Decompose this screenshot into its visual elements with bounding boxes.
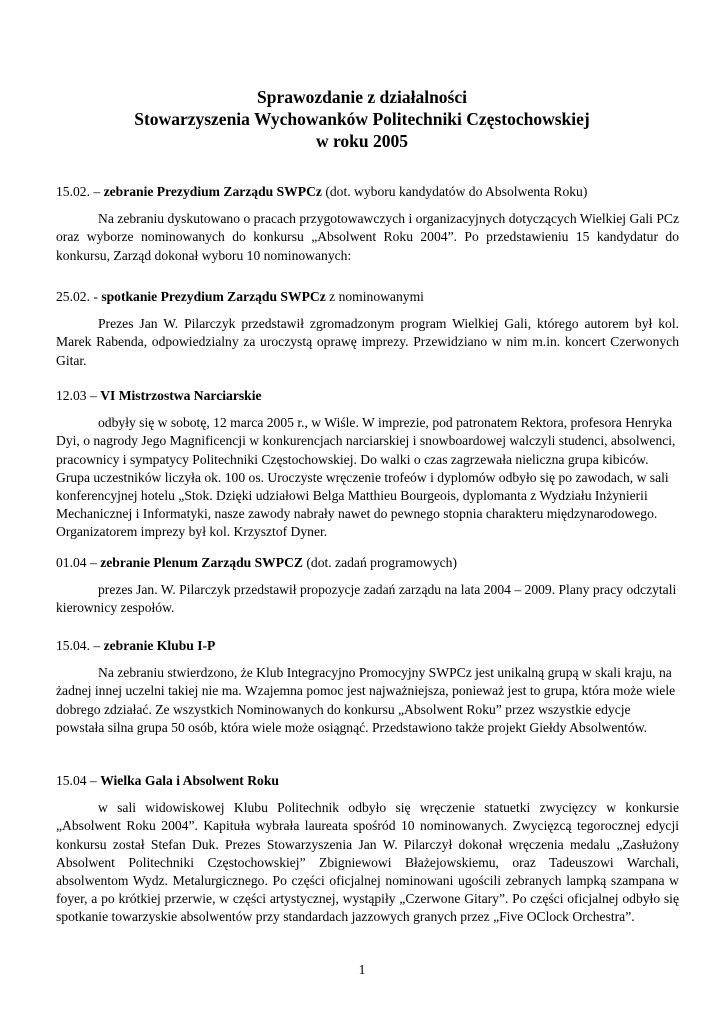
section-heading xyxy=(56,772,679,790)
section-3 xyxy=(56,387,679,542)
section-body: Na zebraniu stwierdzono, że Klub Integracyjno Promocyjny SWPCz jest unikalną grupą w skali kraju, na żadnej innej uczelni takiej nie ma. Wzajemna pomoc jest najważniejsza, ponieważ jest to grupa, która może wiele dobrego zdziałać. Ze wszystkich Nominowanych do konkursu „Absolwent Roku” przez wszystkie edycje powstała silna grupa 50 osób, która wiele może osiągnąć. Przedstawiono także projekt Giełdy Absolwentów. xyxy=(56,665,676,735)
section-2 xyxy=(56,288,679,370)
section-6 xyxy=(56,772,679,927)
section-date: 15.04 – xyxy=(56,773,101,788)
section-note: (dot. wyboru kandydatów do Absolwenta Roku) xyxy=(321,184,588,199)
section-body: odbyły się w sobotę, 12 marca 2005 r., w Wiśle. W imprezie, pod patronatem Rektora, profesora Henryka Dyi, o nagrody Jego Magnificencji w konkurencjach narciarskiej i snowboardowej walczyli studenci, absolwenci, pracownicy i sympatycy Politechniki Częstochowskiej. Do walki o czas zagrzewała nieliczna grupa kibiców. Grupa uczestników liczyła ok. 100 os. Uroczyste wręczenie trofeów i dyplomów odbyło się po zawodach, w sali konferencyjnej hotelu „Stok. Dzięki udziałowi Belga Matthieu Bourgeois, dyplomanta z Wydziału Inżynierii Mechanicznej i Informatyki, nasze zawody nabrały nawet do pewnego stopnia charakteru międzynarodowego. Organizatorem imprezy był kol. Krzysztof Dyner. xyxy=(56,415,676,540)
section-heading xyxy=(56,288,679,306)
section-date: 15.02. – xyxy=(56,184,104,199)
section-heading xyxy=(56,554,679,572)
section-heading xyxy=(56,637,679,655)
section-title: Wielka Gala i Absolwent Roku xyxy=(100,773,279,788)
section-date: 25.02. - xyxy=(56,289,102,304)
section-title: VI Mistrzostwa Narciarskie xyxy=(100,388,262,403)
section-body: Prezes Jan W. Pilarczyk przedstawił zgromadzonym program Wielkiej Gali, którego autorem był kol. Marek Rabenda, odpowiedzialny za uroczystą oprawę imprezy. Przewidziano w nim m.in. koncert Czerwonych Gitar. xyxy=(56,316,679,368)
section-4 xyxy=(56,554,679,618)
title-line-1: Sprawozdanie z działalności xyxy=(256,87,467,107)
section-heading xyxy=(56,387,679,405)
section-title: zebranie Plenum Zarządu SWPCZ xyxy=(100,555,303,570)
section-title: spotkanie Prezydium Zarządu SWPCz xyxy=(101,289,326,304)
title-line-2: Stowarzyszenia Wychowanków Politechniki Częstochowskiej xyxy=(134,109,590,129)
document-title xyxy=(0,86,724,152)
section-body: prezes Jan. W. Pilarczyk przedstawił propozycje zadań zarządu na lata 2004 – 2009. Plany pracy odczytali kierownicy zespołów. xyxy=(56,582,677,616)
section-date: 12.03 – xyxy=(56,388,101,403)
page-number: 1 xyxy=(358,962,366,977)
section-1 xyxy=(56,183,679,265)
section-note: (dot. zadań programowych) xyxy=(302,555,457,570)
section-note: z nominowanymi xyxy=(325,289,424,304)
section-5 xyxy=(56,637,679,737)
title-line-3: w roku 2005 xyxy=(315,131,409,151)
section-body: w sali widowiskowej Klubu Politechnik odbyło się wręczenie statuetki zwycięzcy w konkursie „Absolwent Roku 2004”. Kapituła wybrała laureata spośród 10 nominowanych. Zwycięzcą tegorocznej edycji konkursu został Stefan Duk. Prezes Stowarzyszenia Jan W. Pilarczył dokonał wręczenia medalu „Zasłużony Absolwent Politechniki Częstochowskiej” Zbigniewowi Błażejowskiemu, oraz Tadeuszowi Warchali, absolwentom Wydz. Metalurgicznego. Po części oficjalnej nominowani ugościli zebranych lampką szampana w foyer, a po krótkiej przerwie, w części artystycznej, wystąpiły „Czerwone Gitary”. Po części oficjalnej odbyło się spotkanie towarzyskie absolwentów przy standardach jazzowych granych przez „Five OClock Orchestra”. xyxy=(56,800,679,925)
section-date: 01.04 – xyxy=(56,555,101,570)
section-heading xyxy=(56,183,679,201)
section-date: 15.04. – xyxy=(56,638,104,653)
section-title: zebranie Prezydium Zarządu SWPCz xyxy=(103,184,322,199)
section-body: Na zebraniu dyskutowano o pracach przygotowawczych i organizacyjnych dotyczących Wielkiej Gali PCz oraz wyborze nominowanych do konkursu „Absolwent Roku 2004”. Po przedstawieniu 15 kandydatur do konkursu, Zarząd dokonał wyboru 10 nominowanych: xyxy=(56,211,679,263)
section-title: zebranie Klubu I-P xyxy=(103,638,216,653)
